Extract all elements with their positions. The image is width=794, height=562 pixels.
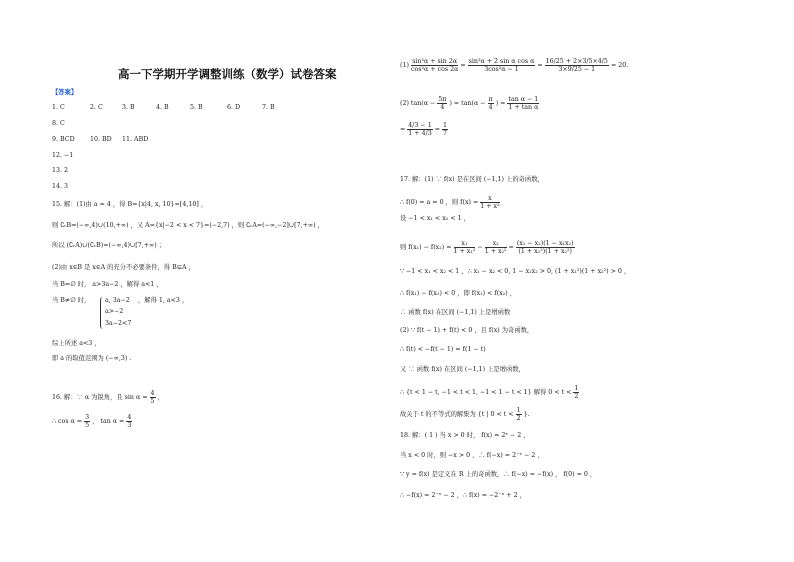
q16-1-fraction [411,58,458,73]
q16-line [52,390,164,405]
numerator: π [488,96,493,103]
q18-line: 当 x < 0 时，则 −x > 0 ，∴ f(−x) = 2⁻ˣ − 2 ， [400,452,544,459]
q17-text: ∴ {t < 1 − t, −1 < t < 1, −1 < 1 − t < 1} 解得 0 < t < [400,389,572,396]
q16-1-result: = 20. [610,62,629,69]
q17-line: 又 ∵ 函数 f(x) 在区间 (−1,1) 上是增函数， [400,366,525,373]
system-brace [100,297,104,329]
q17-text: }. [523,411,530,418]
q16-text: ， [157,394,164,401]
denominator: 3 [127,422,132,429]
multi-answer: 10. BD [90,136,112,143]
numerator: x [480,195,499,203]
q17-text: ∴ f(0) = a = 0 ，则 f(x) = [400,199,479,206]
answers-tag: 【答案】 [52,89,78,96]
numerator: 16/25 + 2×3/5×4/5 [545,58,608,65]
numerator: 1 [574,385,579,392]
q17-line: 则 f(x₁) − f(x₂) = $\frac{\text{x₁}}{\text{1 + x₁²}}$ − $\frac{\text{x₂}}{\text{1 + x₂²}}$ = $\frac{\text{(x₁ − x₂)(1 − x₁x₂)}}{\text{(1 + x₁²)(1 + x₂²)}}$ [400,240,574,255]
q17-fraction [480,195,499,210]
q15-line: (2)由 x∈B 是 x∈A 的充分不必要条件，得 B⊊A ， [52,264,195,271]
q15-system-row: a>−2 [105,308,124,315]
denominator: 2 [574,393,579,400]
q17-fraction [516,240,575,255]
numerator: x₂ [485,240,507,248]
mc-answer: 7. B [262,104,275,111]
q18-line: ∵ y = f(x) 是定义在 R 上的奇函数，∴ f(−x) = −f(x) ， f(0) = 0 ， [400,471,597,478]
q16-2-text: ) = [495,100,506,107]
q16-2-text: (2) tan(α − [400,100,436,107]
denominator: 1 + x₁² [453,248,476,255]
q15-line: 则 ∁ᵣB=(−∞,4)∪(10,+∞) ，又 A={x|−2 < x < 7}=(−2,7) ，则 ∁ᵣA=(−∞,−2]∪[7,+∞) ， [52,222,324,229]
q15-line: 综上所述 a<3 ， [52,340,101,347]
numerator: 1 [442,122,447,129]
q17-fraction [454,240,476,255]
q15-line: 当 B≠∅ 时， [52,297,91,304]
q15-line: 15. 解：(1)由 a = 4 ，得 B={x|4, x, 10}=[4,10] ， [52,201,208,208]
mc-answer: 1. C [52,104,65,111]
numerator: 3 [85,414,90,421]
q15-line: ，解得 1, a<3 ， [138,297,189,304]
q16-1-lead: (1) [400,62,409,69]
multi-answer: 11. ABD [122,136,149,143]
denominator: 2 [516,415,521,422]
numerator: tan α − 1 [508,96,539,103]
q15-system-row: a, 3a−2 [105,297,130,304]
q17-line: ∴ f(x₁) − f(x₂) < 0 ，即 f(x₁) < f(x₂) ， [400,290,517,297]
q16-2-line: = $\frac{4/3 - 1}{1 + 4/3}$ = $\frac{1}{7}$ [400,122,447,137]
numerator: 1 [516,407,521,414]
q15-line: 即 a 的取值范围为 (−∞,3) . [52,355,132,362]
q16-2-text: ) = tan(α − [449,100,486,107]
numerator: x₁ [454,240,476,248]
numerator: 4/3 − 1 [408,122,432,129]
multi-answer: 9. BCD [52,136,75,143]
denominator: 3cos²α − 1 [484,66,519,73]
q16-1-fraction [468,58,536,73]
q16-1-line: (1) $\frac{\text{sin²α + sin 2α}}{\text{cos²α + cos 2α}}$ = $\frac{\text{sin²α + 2 sin α cos α}}{\text{3cos²α − 1}}$ = $\frac{16/25 + 2\times 3/5\times 4/5}{3\times 9/25 - 1}$ = 20. [400,58,629,73]
denominator: 3×9/25 − 1 [558,66,596,73]
denominator: 1 + x² [480,203,500,210]
q17-fraction [573,385,579,400]
denominator: 5 [85,422,90,429]
denominator: 1 + 4/3 [408,130,432,137]
q18-line: ∴ −f(x) = 2⁻ˣ − 2 ，∴ f(x) = −2⁻ˣ + 2 ， [400,492,526,499]
q16-2-line [400,96,539,111]
q16-sin-fraction [150,390,156,405]
q17-text: 则 f(x₁) − f(x₂) = [400,244,452,251]
numerator: (x₁ − x₂)(1 − x₁x₂) [516,240,574,247]
q16-text: 16. 解：∵ α 为锐角，且 sin α = [52,394,148,401]
q16-2-fraction [407,122,432,137]
page-title: 高一下学期开学调整训练（数学）试卷答案 [118,67,337,81]
q16-cos-fraction [84,414,90,429]
q16-2-fraction [507,96,539,111]
mc-answer: 6. D [227,104,241,111]
q15-line: 当 B=∅ 时， a>3a−2 ，解得 a<1 ， [52,281,163,288]
q17-fraction [516,407,522,422]
denominator: 1 + x₂² [484,248,507,255]
denominator: 1 + tan α [508,104,539,111]
q17-line: ∴ 函数 f(x) 在区间 (−1,1) 上是增函数 [400,309,511,316]
fill-answer: 14. 3 [52,183,69,190]
mc-answer: 8. C [52,120,65,127]
q17-line: 17. 解：(1) ∵ f(x) 是在区间 (−1,1) 上的奇函数， [400,176,544,183]
q16-2-result-fraction [442,122,448,137]
q16-1-big-fraction [545,58,609,73]
q17-line [400,407,530,422]
numerator: 5π [438,96,447,103]
q16-text: ， tan α = [92,418,125,425]
q17-line: (2) ∵ f(t − 1) + f(t) < 0 ，且 f(x) 为奇函数， [400,327,534,334]
mc-answer: 4. B [156,104,169,111]
q15-system-row: 3a−2<7 [105,320,132,327]
q16-line [52,414,132,429]
q17-line: ∵ −1 < x₁ < x₂ < 1 ，∴ x₁ − x₂ < 0, 1 − x₁x₂ > 0, (1 + x₁²)(1 + x₂²) > 0 ， [400,268,631,275]
fill-answer: 12. −1 [52,152,74,159]
denominator: 4 [440,104,445,111]
denominator: 4 [488,104,493,111]
fill-answer: 13. 2 [52,167,69,174]
q16-tan-fraction [126,414,132,429]
q18-line: 18. 解：( 1 ) 当 x > 0 时， f(x) = 2ˣ − 2 ， [400,432,530,439]
q17-line: 设 −1 < x₁ < x₂ < 1 ， [400,215,470,222]
denominator: 7 [442,130,447,137]
q16-2-fraction [488,96,494,111]
numerator: sin²α + sin 2α [412,58,458,65]
numerator: sin²α + 2 sin α cos α [468,58,535,65]
mc-answer: 5. B [190,104,203,111]
denominator: 5 [150,398,155,405]
q17-fraction [485,240,507,255]
q17-text: 故关于 t 的不等式的解集为 {t | 0 < t < [400,411,514,418]
q16-2-fraction [437,96,447,111]
denominator: (1 + x₁²)(1 + x₂²) [518,248,573,255]
q17-line [400,385,579,400]
numerator: 4 [150,390,155,397]
q15-line: 所以 (∁ᵣA)∪(∁ᵣB)=(−∞,4)∪[7,+∞) ； [52,242,165,249]
denominator: cos²α + cos 2α [410,66,459,73]
numerator: 4 [127,414,132,421]
q17-line: ∴ f(t) < −f(t − 1) = f(1 − t) [400,346,486,353]
q16-text: ∴ cos α = [52,418,83,425]
mc-answer: 3. B [122,104,135,111]
mc-answer: 2. C [90,104,103,111]
q17-line [400,195,500,210]
